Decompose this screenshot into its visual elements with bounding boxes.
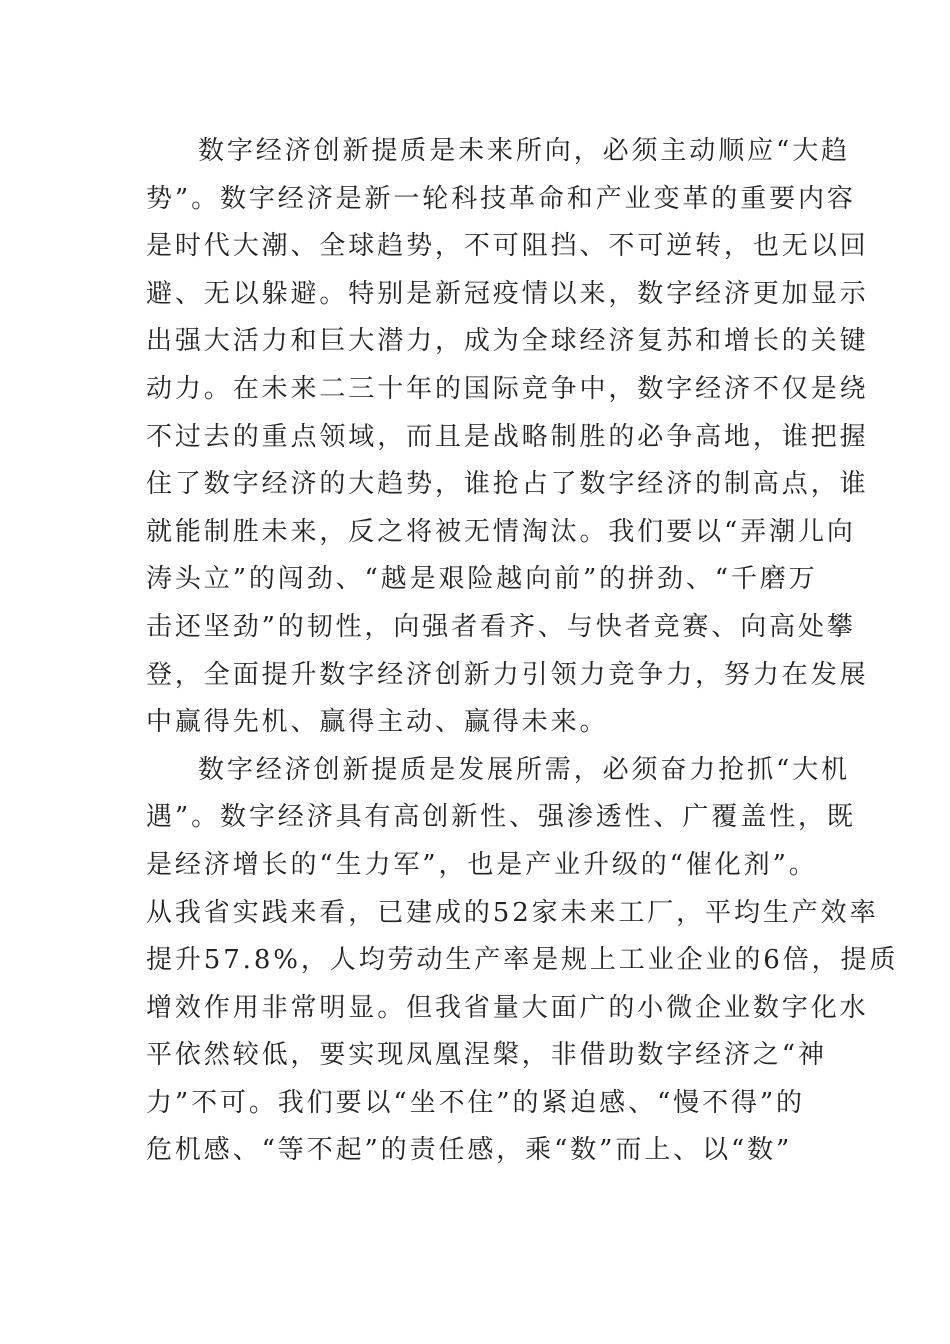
paragraph-2-line-4: 从我省实践来看，已建成的52家未来工厂，平均生产效率 [146,897,879,928]
paragraph-2-line-5: 提升57.8%，人均劳动生产率是规上工业企业的6倍，提质 [146,945,899,976]
paragraph-2-line-2: 遇”。数字经济具有高创新性、强渗透性、广覆盖性，既 [146,802,856,833]
paragraph-1-line-9: 就能制胜未来，反之将被无情淘汰。我们要以“弄潮儿向 [146,516,856,547]
paragraph-1-line-8: 住了数字经济的大趋势，谁抢占了数字经济的制高点，谁 [146,469,869,500]
paragraph-1-line-7: 不过去的重点领域，而且是战略制胜的必争高地，谁把握 [146,421,869,452]
paragraph-1-line-2: 势”。数字经济是新一轮科技革命和产业变革的重要内容 [146,183,856,214]
paragraph-1-line-4: 避、无以躲避。特别是新冠疫情以来，数字经济更加显示 [146,278,869,309]
paragraph-2-line-6: 增效作用非常明显。但我省量大面广的小微企业数字化水 [146,992,869,1023]
paragraph-1-line-5: 出强大活力和巨大潜力，成为全球经济复苏和增长的关键 [146,326,869,357]
paragraph-1-line-13: 中赢得先机、赢得主动、赢得未来。 [146,707,609,738]
paragraph-1-line-11: 击还坚劲”的韧性，向强者看齐、与快者竞赛、向高处攀 [146,611,856,642]
paragraph-2-line-3: 是经济增长的“生力军”，也是产业升级的“催化剂”。 [146,849,818,880]
paragraph-1-line-1: 数字经济创新提质是未来所向，必须主动顺应“大趋 [198,136,850,166]
paragraph-2-line-9: 危机感、“等不起”的责任感，乘“数”而上、以“数” [146,1135,793,1166]
paragraph-2-line-1: 数字经济创新提质是发展所需，必须奋力抢抓“大机 [198,754,850,785]
paragraph-2-line-7: 平依然较低，要实现凤凰涅槃，非借助数字经济之“神 [146,1040,827,1071]
paragraph-1-line-6: 动力。在未来二三十年的国际竞争中，数字经济不仅是绕 [146,373,869,404]
paragraph-1-line-3: 是时代大潮、全球趋势，不可阻挡、不可逆转，也无以回 [146,231,869,262]
paragraph-1-line-10: 涛头立”的闯劲、“越是艰险越向前”的拼劲、“千磨万 [146,564,818,595]
paragraph-1-line-12: 登，全面提升数字经济创新力引领力竞争力，努力在发展 [146,659,869,690]
body-text [146,128,899,1175]
paragraph-2-line-8: 力”不可。我们要以“坐不住”的紧迫感、“慢不得”的 [146,1087,805,1118]
